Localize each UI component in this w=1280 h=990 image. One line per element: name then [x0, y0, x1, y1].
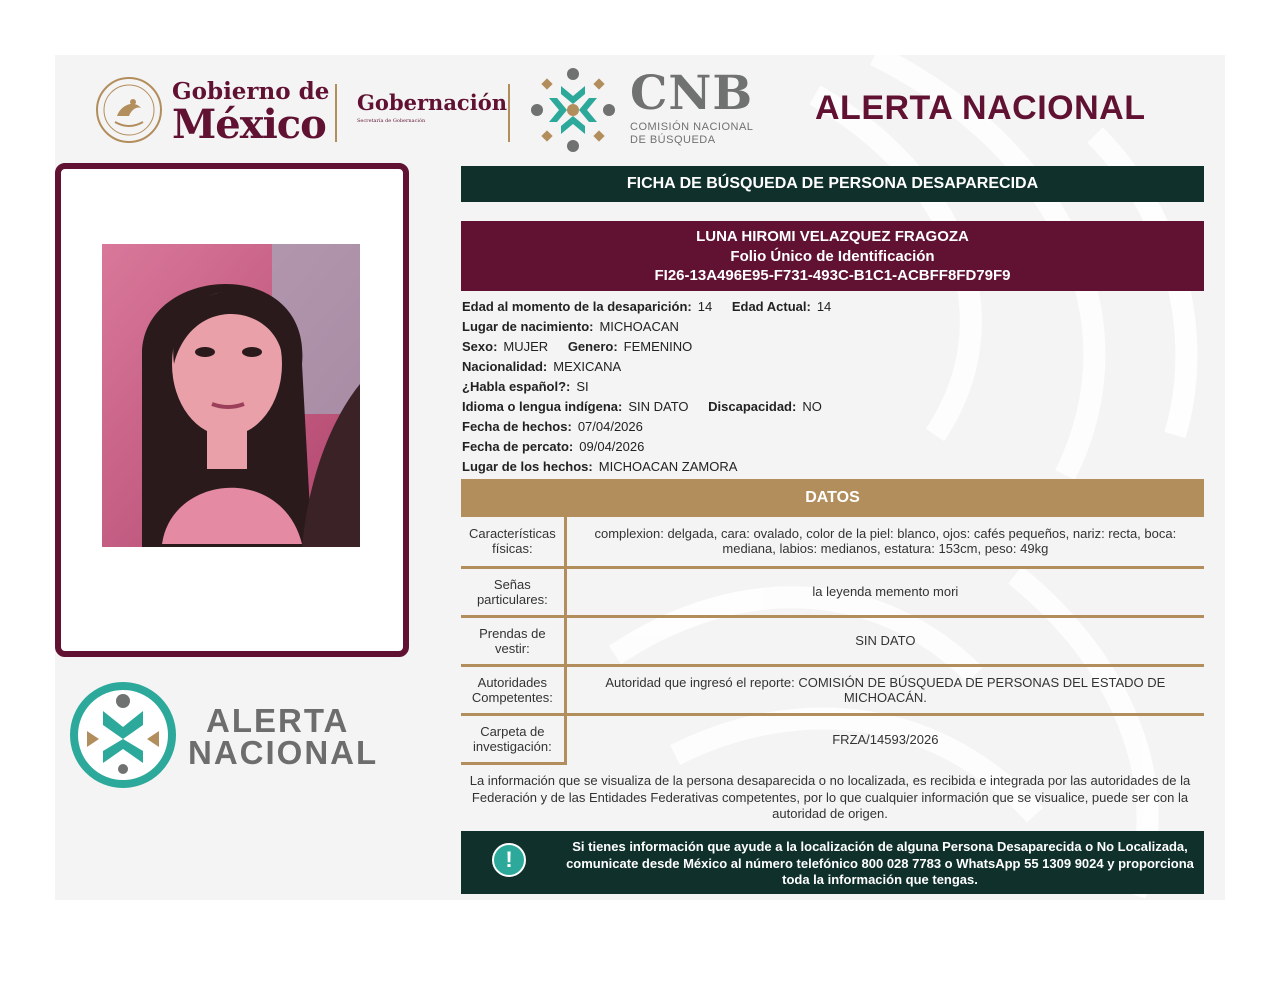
fecha-hechos-value: 07/04/2026: [577, 419, 643, 434]
info-block: [462, 298, 847, 478]
name-box: [461, 221, 1204, 291]
datos-table: [461, 517, 1204, 765]
idioma-label: Idioma o lengua indígena:: [462, 399, 623, 414]
datos-value-prendas: SIN DATO: [565, 616, 1204, 665]
gobernacion-subtitle: Secretaría de Gobernación: [357, 118, 426, 124]
discapacidad-value: NO: [802, 399, 822, 414]
fecha-percato-label: Fecha de percato:: [462, 439, 574, 454]
info-row: [462, 338, 847, 358]
nacionalidad-label: Nacionalidad:: [462, 359, 548, 374]
cnb-line2: DE BÚSQUEDA: [630, 134, 716, 146]
genero-label: Genero:: [567, 339, 618, 354]
alerta-nacional-logo-icon: [69, 681, 177, 789]
folio-label: Folio Único de Identificación: [730, 247, 935, 265]
person-photo: [102, 244, 360, 547]
edad-actual-value: 14: [816, 299, 832, 314]
discapacidad-label: Discapacidad:: [708, 399, 797, 414]
edad-desaparicion-label: Edad al momento de la desaparición:: [462, 299, 692, 314]
alerta-nacional-logo-text: [188, 702, 379, 771]
habla-espanol-label: ¿Habla español?:: [462, 379, 571, 394]
contact-bar: [461, 831, 1204, 894]
gobierno-line1: Gobierno de: [172, 78, 330, 105]
fecha-hechos-label: Fecha de hechos:: [462, 419, 572, 434]
fecha-percato-value: 09/04/2026: [579, 439, 645, 454]
datos-key-prendas: Prendas de vestir:: [461, 616, 565, 665]
mexico-seal-icon: [95, 76, 163, 144]
gobierno-de-mexico-logo: [172, 78, 330, 148]
info-row: [462, 458, 847, 478]
datos-key-autoridades: Autoridades Competentes:: [461, 665, 565, 714]
info-row: [462, 358, 847, 378]
info-row: [462, 438, 847, 458]
datos-value-senas: la leyenda memento mori: [565, 567, 1204, 616]
datos-key-caracteristicas: Características físicas:: [461, 517, 565, 567]
info-row: [462, 298, 847, 318]
cnb-emblem-icon: [527, 64, 619, 156]
person-name: LUNA HIROMI VELAZQUEZ FRAGOZA: [696, 228, 969, 245]
table-row: [461, 567, 1204, 616]
edad-desaparicion-value: 14: [697, 299, 713, 314]
datos-key-carpeta: Carpeta de investigación:: [461, 714, 565, 763]
habla-espanol-value: SI: [576, 379, 589, 394]
info-row: [462, 398, 847, 418]
datos-title-bar: DATOS: [461, 479, 1204, 517]
gobierno-line2: México: [172, 101, 326, 148]
nacimiento-label: Lugar de nacimiento:: [462, 319, 594, 334]
header: [0, 0, 1280, 160]
datos-value-autoridades: Autoridad que ingresó el reporte: COMISIÓN DE BÚSQUEDA DE PERSONAS DEL ESTADO DE MICHOACÁN.: [565, 665, 1204, 714]
contact-text: Si tienes información que ayude a la localización de alguna Persona Desaparecida o No Localizada, comunicate desde México al número telefónico 800 028 7783 o WhatsApp 55 1309 9024 y proporciona toda la información que tengas.: [566, 839, 1194, 887]
ficha-title-bar: FICHA DE BÚSQUEDA DE PERSONA DESAPARECIDA: [461, 166, 1204, 202]
table-row: [461, 665, 1204, 714]
gobernacion-title: Gobernación: [357, 90, 507, 115]
table-row: [461, 714, 1204, 763]
genero-value: FEMENINO: [623, 339, 693, 354]
idioma-value: SIN DATO: [628, 399, 689, 414]
info-row: [462, 378, 847, 398]
nacionalidad-value: MEXICANA: [553, 359, 622, 374]
divider: [335, 84, 337, 142]
alerta-nacional-heading: ALERTA NACIONAL: [815, 89, 1146, 127]
datos-key-senas: Señas particulares:: [461, 567, 565, 616]
datos-value-caracteristicas: complexion: delgada, cara: ovalado, color de la piel: blanco, ojos: cafés pequeños, nariz: recta, boca: mediana, labios: medianos, estatura: 153cm, peso: 49kg: [565, 517, 1204, 567]
table-row: [461, 616, 1204, 665]
divider: [508, 84, 510, 142]
disclaimer-text: La información que se visualiza de la persona desaparecida o no localizada, es recibida e integrada por las autoridades de la Federación y de las Entidades Federativas competentes, por lo que cualquier información que se visualice, puede ser con la autoridad de origen.: [469, 773, 1191, 821]
lugar-hechos-value: MICHOACAN ZAMORA: [598, 459, 738, 474]
alerta-logo-line2: NACIONAL: [188, 734, 379, 771]
table-row: [461, 517, 1204, 567]
cnb-line1: COMISIÓN NACIONAL: [630, 121, 754, 133]
exclamation-icon: !: [492, 843, 526, 877]
cnb-acronym: CNB: [630, 66, 754, 121]
lugar-hechos-label: Lugar de los hechos:: [462, 459, 593, 474]
folio-id: FI26-13A496E95-F731-493C-B1C1-ACBFF8FD79F9: [654, 267, 1011, 284]
sexo-label: Sexo:: [462, 339, 498, 354]
gobernacion-logo: [357, 90, 507, 124]
cnb-logo-text: [630, 66, 754, 147]
info-row: [462, 418, 847, 438]
info-row: [462, 318, 847, 338]
nacimiento-value: MICHOACAN: [599, 319, 679, 334]
datos-value-carpeta: FRZA/14593/2026: [832, 731, 939, 747]
sexo-value: MUJER: [503, 339, 549, 354]
edad-actual-label: Edad Actual:: [731, 299, 811, 314]
alerta-logo-line1: ALERTA: [206, 702, 350, 739]
